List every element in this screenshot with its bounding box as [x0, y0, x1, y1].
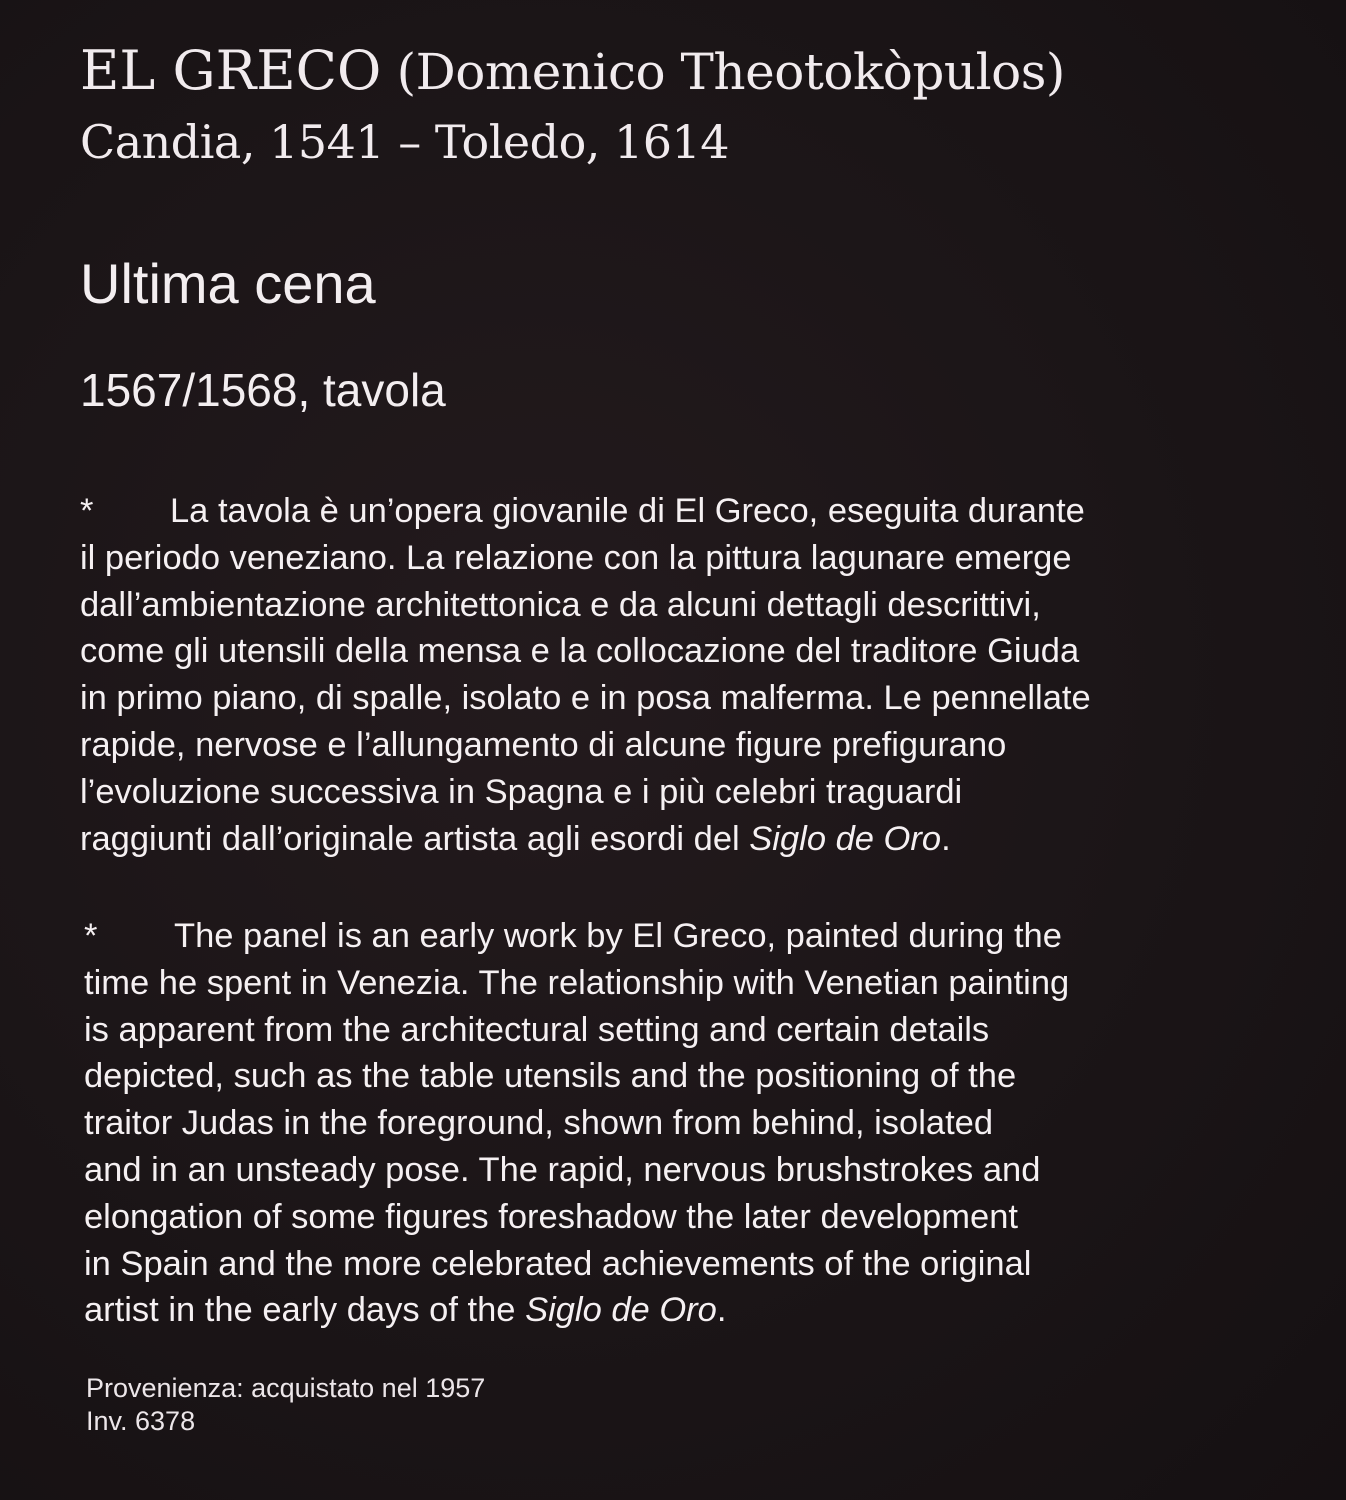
artwork-date-medium: 1567/1568, tavola: [80, 364, 446, 416]
footer-notes: [86, 1372, 485, 1438]
description-line: in primo piano, di spalle, isolato e in posa malferma. Le pennellate: [80, 679, 1091, 718]
description-line: traitor Judas in the foreground, shown from behind, isolated: [84, 1104, 994, 1143]
artist-heading: [80, 40, 1065, 103]
description-line: l’evoluzione successiva in Spagna e i più celebri traguardi: [80, 772, 963, 811]
italic-term: Siglo de Oro: [525, 1291, 717, 1330]
artist-birth-death: Candia, 1541 – Toledo, 1614: [80, 115, 730, 169]
artist-name: EL GRECO: [80, 39, 382, 102]
artwork-title: Ultima cena: [80, 252, 376, 315]
description-line: depicted, such as the table utensils and the positioning of the: [84, 1057, 1017, 1096]
asterisk-marker: *: [84, 917, 98, 955]
description-line: dall’ambientazione architettonica e da alcuni dettagli descrittivi,: [80, 585, 1041, 624]
description-line: is apparent from the architectural setting and certain details: [84, 1010, 990, 1049]
description-line: rapide, nervose e l’allungamento di alcune figure prefigurano: [80, 725, 1007, 764]
description-line: artist in the early days of the Siglo de Oro.: [84, 1291, 727, 1330]
description-line: time he spent in Venezia. The relationship with Venetian painting: [84, 963, 1070, 1002]
description-line: in Spain and the more celebrated achievements of the original: [84, 1244, 1032, 1283]
description-italian: [80, 488, 1300, 862]
provenance-note: Provenienza: acquistato nel 1957: [86, 1373, 486, 1403]
description-line: and in an unsteady pose. The rapid, nervous brushstrokes and: [84, 1150, 1041, 1189]
description-line: * La tavola è un’opera giovanile di El Greco, eseguita durante: [80, 488, 1300, 535]
italic-term: Siglo de Oro: [749, 819, 942, 858]
description-line: il periodo veneziano. La relazione con la pittura lagunare emerge: [80, 538, 1072, 577]
asterisk-marker: *: [80, 492, 94, 530]
description-line: raggiunti dall’originale artista agli esordi del Siglo de Oro.: [80, 819, 951, 858]
artist-full-name: (Domenico Theotokòpulos): [396, 43, 1065, 101]
description-line: elongation of some figures foreshadow the later development: [84, 1197, 1018, 1236]
description-line: come gli utensili della mensa e la collocazione del traditore Giuda: [80, 632, 1080, 671]
inventory-number: Inv. 6378: [86, 1406, 196, 1436]
description-english: [84, 913, 1304, 1334]
description-line: * The panel is an early work by El Greco, painted during the: [84, 913, 1304, 960]
